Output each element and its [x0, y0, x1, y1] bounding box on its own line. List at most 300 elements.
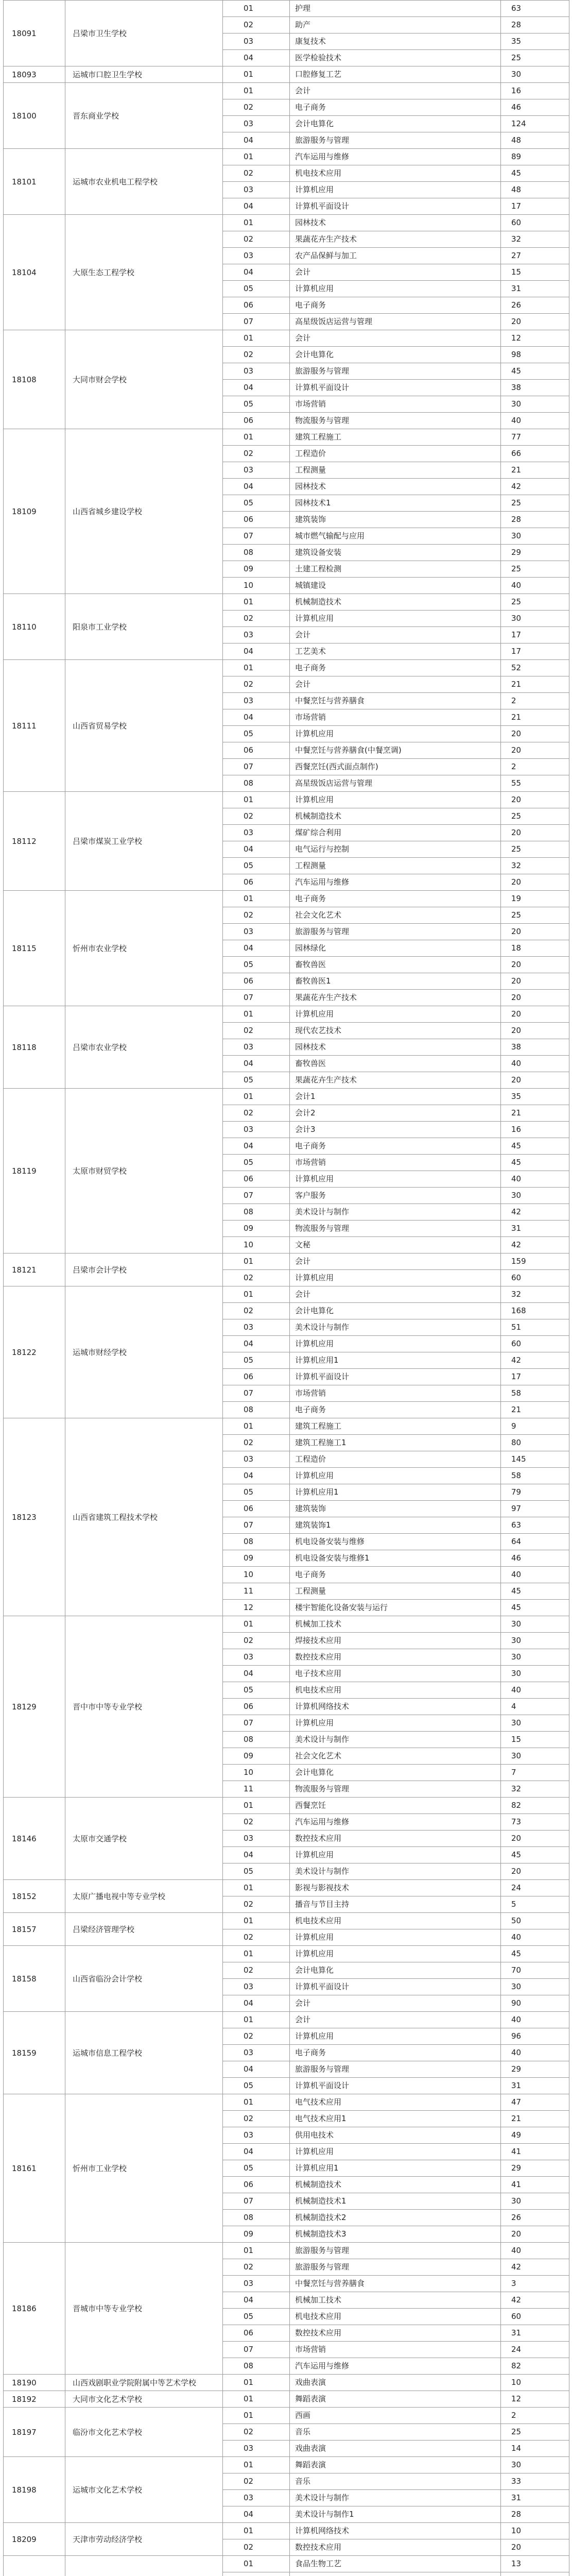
major-code-cell: 08 [223, 1204, 290, 1221]
major-name-cell: 计算机应用 [290, 2144, 501, 2160]
plan-count-cell: 31 [501, 281, 569, 297]
plan-count-cell: 15 [501, 1732, 569, 1748]
school-code-cell: 18118 [4, 1006, 65, 1089]
table-row [4, 1616, 569, 1633]
plan-count-cell: 21 [501, 676, 569, 693]
major-name-cell: 电子商务 [290, 297, 501, 314]
plan-count-cell: 14 [501, 2441, 569, 2457]
major-name-cell: 物流服务与管理 [290, 1781, 501, 1798]
school-code-cell: 18122 [4, 1286, 65, 1418]
plan-count-cell: 17 [501, 198, 569, 215]
major-name-cell: 西餐烹饪(西式面点制作) [290, 759, 501, 775]
table-row [4, 792, 569, 808]
plan-count-cell: 25 [501, 808, 569, 825]
major-name-cell: 西餐烹饪 [290, 1798, 501, 1814]
major-code-cell: 01 [223, 2408, 290, 2424]
school-code-cell: 18192 [4, 2391, 65, 2408]
major-code-cell: 04 [223, 198, 290, 215]
major-code-cell: 06 [223, 1501, 290, 1517]
school-name-cell: 晋城市中等专业学校 [65, 2243, 223, 2375]
plan-count-cell: 58 [501, 1385, 569, 1402]
school-name-cell: 吕梁市会计学校 [65, 1253, 223, 1286]
plan-count-cell: 49 [501, 2127, 569, 2144]
major-name-cell: 果蔬花卉生产技术 [290, 231, 501, 248]
major-name-cell: 电子商务 [290, 1567, 501, 1583]
table-row [4, 2556, 569, 2572]
school-name-cell: 山西省临汾会计学校 [65, 1946, 223, 2012]
major-code-cell: 02 [223, 808, 290, 825]
plan-count-cell: 28 [501, 2506, 569, 2523]
plan-count-cell: 20 [501, 314, 569, 330]
major-name-cell: 播音与节目主持 [290, 1896, 501, 1913]
major-name-cell: 会计 [290, 83, 501, 99]
major-code-cell: 01 [223, 1089, 290, 1105]
plan-count-cell: 41 [501, 2177, 569, 2193]
plan-count-cell: 25 [501, 2424, 569, 2441]
enrollment-plan-table [3, 0, 569, 2576]
plan-count-cell: 38 [501, 380, 569, 396]
table-row [4, 1089, 569, 1105]
plan-count-cell: 21 [501, 709, 569, 726]
school-code-cell: 18209 [4, 2523, 65, 2556]
plan-count-cell: 89 [501, 149, 569, 165]
major-name-cell: 计算机应用 [290, 1468, 501, 1484]
major-name-cell: 旅游服务与管理 [290, 132, 501, 149]
table-row [4, 660, 569, 676]
major-name-cell: 机电技术应用 [290, 165, 501, 182]
school-name-cell: 山西省城乡建设学校 [65, 429, 223, 594]
major-code-cell: 04 [223, 1336, 290, 1352]
major-code-cell: 01 [223, 215, 290, 231]
school-name-cell: 大同市财会学校 [65, 330, 223, 429]
school-name-cell: 太原广播电视中等专业学校 [65, 1880, 223, 1913]
plan-count-cell: 24 [501, 2342, 569, 2358]
plan-count-cell: 18 [501, 940, 569, 957]
major-code-cell: 04 [223, 1138, 290, 1155]
major-name-cell: 计算机应用 [290, 2028, 501, 2045]
plan-count-cell: 12 [501, 330, 569, 347]
major-code-cell: 02 [223, 1303, 290, 1319]
major-code-cell: 02 [223, 2028, 290, 2045]
major-name-cell: 计算机应用 [290, 611, 501, 627]
major-code-cell: 03 [223, 2490, 290, 2506]
school-code-cell [4, 2556, 65, 2576]
plan-count-cell: 5 [501, 1896, 569, 1913]
plan-count-cell [501, 2572, 569, 2576]
major-name-cell: 音乐 [290, 2473, 501, 2490]
major-code-cell: 10 [223, 1237, 290, 1253]
major-code-cell: 08 [223, 545, 290, 561]
major-name-cell: 机械加工技术 [290, 1616, 501, 1633]
major-name-cell: 机械制造技术 [290, 2177, 501, 2193]
plan-count-cell: 29 [501, 2160, 569, 2177]
major-name-cell: 社会文化艺术 [290, 907, 501, 924]
major-name-cell: 楼宇智能化设备安装与运行 [290, 1600, 501, 1616]
school-code-cell: 18111 [4, 660, 65, 792]
school-name-cell: 阳泉市工业学校 [65, 594, 223, 660]
major-code-cell: 06 [223, 874, 290, 891]
plan-count-cell: 21 [501, 2111, 569, 2127]
major-code-cell: 05 [223, 1072, 290, 1089]
major-name-cell: 中餐烹饪与营养膳食 [290, 693, 501, 709]
plan-count-cell: 20 [501, 973, 569, 990]
major-name-cell: 计算机应用 [290, 1171, 501, 1188]
table-row [4, 1, 569, 17]
major-name-cell: 土建工程检测 [290, 561, 501, 578]
major-name-cell: 园林绿化 [290, 940, 501, 957]
major-code-cell: 01 [223, 149, 290, 165]
major-name-cell: 康复技术 [290, 33, 501, 50]
major-name-cell: 计算机平面设计 [290, 198, 501, 215]
school-code-cell: 18100 [4, 83, 65, 149]
major-name-cell: 计算机应用 [290, 1006, 501, 1023]
major-code-cell: 02 [223, 446, 290, 462]
major-name-cell: 会计 [290, 264, 501, 281]
major-name-cell: 汽车运用与维修 [290, 874, 501, 891]
major-name-cell: 客户服务 [290, 1188, 501, 1204]
plan-count-cell: 124 [501, 116, 569, 132]
major-code-cell: 04 [223, 1056, 290, 1072]
school-code-cell: 18112 [4, 792, 65, 891]
major-code-cell: 04 [223, 1995, 290, 2012]
school-code-cell: 18104 [4, 215, 65, 330]
table-row [4, 2457, 569, 2473]
major-code-cell: 06 [223, 1369, 290, 1385]
major-code-cell: 03 [223, 2441, 290, 2457]
school-name-cell: 忻州市农业学校 [65, 891, 223, 1006]
major-code-cell: 03 [223, 2276, 290, 2292]
major-name-cell: 建筑装饰 [290, 512, 501, 528]
plan-count-cell: 45 [501, 363, 569, 380]
major-code-cell: 01 [223, 1, 290, 17]
major-name-cell: 机电技术应用 [290, 1913, 501, 1929]
major-code-cell: 08 [223, 775, 290, 792]
major-code-cell: 04 [223, 2292, 290, 2309]
plan-count-cell: 30 [501, 1715, 569, 1732]
plan-count-cell: 64 [501, 1534, 569, 1550]
major-code-cell: 07 [223, 2193, 290, 2210]
plan-count-cell: 25 [501, 594, 569, 611]
school-code-cell: 18198 [4, 2457, 65, 2523]
plan-count-cell: 40 [501, 2045, 569, 2061]
plan-count-cell: 16 [501, 83, 569, 99]
major-name-cell: 计算机应用 [290, 1715, 501, 1732]
plan-count-cell: 48 [501, 182, 569, 198]
plan-count-cell: 20 [501, 726, 569, 742]
major-name-cell: 会计 [290, 2012, 501, 2028]
plan-count-cell: 2 [501, 759, 569, 775]
major-code-cell: 05 [223, 957, 290, 973]
plan-count-cell: 12 [501, 2391, 569, 2408]
major-code-cell: 01 [223, 1616, 290, 1633]
major-code-cell: 10 [223, 1567, 290, 1583]
table-row [4, 66, 569, 83]
plan-count-cell: 60 [501, 1336, 569, 1352]
plan-count-cell: 20 [501, 792, 569, 808]
table-row [4, 2243, 569, 2259]
major-code-cell: 08 [223, 2358, 290, 2375]
major-name-cell: 市场营销 [290, 1155, 501, 1171]
major-code-cell: 01 [223, 1946, 290, 1962]
major-name-cell: 舞蹈表演 [290, 2457, 501, 2473]
major-code-cell: 01 [223, 1286, 290, 1303]
major-code-cell: 05 [223, 2078, 290, 2094]
major-code-cell: 01 [223, 2457, 290, 2473]
major-code-cell: 02 [223, 1023, 290, 1039]
plan-count-cell: 9 [501, 1418, 569, 1435]
school-code-cell: 18197 [4, 2408, 65, 2457]
plan-count-cell: 30 [501, 1188, 569, 1204]
plan-count-cell: 29 [501, 545, 569, 561]
major-code-cell: 02 [223, 1962, 290, 1979]
major-name-cell: 会计2 [290, 1105, 501, 1122]
major-code-cell: 05 [223, 1352, 290, 1369]
major-name-cell: 会计 [290, 1253, 501, 1270]
plan-count-cell: 4 [501, 1699, 569, 1715]
plan-count-cell: 21 [501, 1105, 569, 1122]
major-code-cell: 01 [223, 2243, 290, 2259]
plan-count-cell: 24 [501, 1880, 569, 1896]
major-code-cell: 03 [223, 1122, 290, 1138]
major-code-cell: 09 [223, 2226, 290, 2243]
major-name-cell: 计算机应用 [290, 281, 501, 297]
plan-count-cell: 30 [501, 1666, 569, 1682]
major-code-cell: 02 [223, 2473, 290, 2490]
major-code-cell: 04 [223, 643, 290, 660]
table-row [4, 1946, 569, 1962]
major-name-cell: 电子商务 [290, 1402, 501, 1418]
plan-count-cell: 82 [501, 1798, 569, 1814]
plan-count-cell: 42 [501, 2259, 569, 2276]
major-code-cell: 07 [223, 990, 290, 1006]
school-code-cell: 18091 [4, 1, 65, 66]
plan-count-cell: 25 [501, 561, 569, 578]
major-name-cell: 电子商务 [290, 99, 501, 116]
plan-count-cell: 45 [501, 165, 569, 182]
major-name-cell: 美术设计与制作 [290, 1863, 501, 1880]
school-name-cell: 吕梁市煤炭工业学校 [65, 792, 223, 891]
table-row [4, 1798, 569, 1814]
major-code-cell: 07 [223, 314, 290, 330]
major-name-cell: 机械制造技术 [290, 594, 501, 611]
major-name-cell: 工程测量 [290, 858, 501, 874]
plan-count-cell: 63 [501, 1517, 569, 1534]
major-name-cell [290, 2572, 501, 2576]
major-code-cell: 03 [223, 825, 290, 841]
major-code-cell: 07 [223, 528, 290, 545]
table-row [4, 1253, 569, 1270]
major-name-cell: 电子商务 [290, 660, 501, 676]
plan-count-cell: 42 [501, 1237, 569, 1253]
major-code-cell: 05 [223, 2160, 290, 2177]
major-name-cell: 舞蹈表演 [290, 2391, 501, 2408]
major-code-cell: 04 [223, 264, 290, 281]
plan-count-cell: 40 [501, 2012, 569, 2028]
major-name-cell: 畜牧兽医1 [290, 973, 501, 990]
major-name-cell: 会计1 [290, 1089, 501, 1105]
major-name-cell: 城镇建设 [290, 578, 501, 594]
major-name-cell: 数控技术应用 [290, 2539, 501, 2556]
major-code-cell: 01 [223, 2375, 290, 2391]
major-name-cell: 电子商务 [290, 2045, 501, 2061]
major-name-cell: 助产 [290, 17, 501, 33]
major-name-cell: 食品生物工艺 [290, 2556, 501, 2572]
major-name-cell: 护理 [290, 1, 501, 17]
major-name-cell: 物流服务与管理 [290, 413, 501, 429]
plan-count-cell: 30 [501, 66, 569, 83]
table-row [4, 1913, 569, 1929]
major-code-cell: 09 [223, 1748, 290, 1765]
school-name-cell: 运城市文化艺术学校 [65, 2457, 223, 2523]
major-code-cell: 04 [223, 2144, 290, 2160]
major-code-cell: 08 [223, 1534, 290, 1550]
plan-count-cell: 32 [501, 1286, 569, 1303]
plan-count-cell: 20 [501, 2539, 569, 2556]
major-code-cell: 02 [223, 2259, 290, 2276]
major-name-cell: 美术设计与制作 [290, 1319, 501, 1336]
major-name-cell: 中餐烹饪与营养膳食(中餐烹调) [290, 742, 501, 759]
major-name-cell: 会计 [290, 676, 501, 693]
major-code-cell: 06 [223, 2325, 290, 2342]
major-code-cell: 11 [223, 1583, 290, 1600]
major-name-cell: 建筑设备安装 [290, 545, 501, 561]
plan-count-cell: 31 [501, 1221, 569, 1237]
major-name-cell: 机械制造技术 [290, 808, 501, 825]
major-name-cell: 西画 [290, 2408, 501, 2424]
major-name-cell: 汽车运用与维修 [290, 2358, 501, 2375]
major-name-cell: 建筑装饰 [290, 1501, 501, 1517]
plan-count-cell: 25 [501, 495, 569, 512]
major-code-cell: 03 [223, 1979, 290, 1995]
plan-count-cell: 40 [501, 1567, 569, 1583]
major-code-cell: 06 [223, 973, 290, 990]
table-row [4, 2391, 569, 2408]
major-name-cell: 会计 [290, 1286, 501, 1303]
plan-count-cell: 66 [501, 446, 569, 462]
plan-count-cell: 45 [501, 1847, 569, 1863]
major-name-cell: 工程造价 [290, 446, 501, 462]
major-name-cell: 机械制造技术3 [290, 2226, 501, 2243]
major-name-cell: 果蔬花卉生产技术 [290, 1072, 501, 1089]
plan-count-cell: 90 [501, 1995, 569, 2012]
major-code-cell: 03 [223, 693, 290, 709]
plan-count-cell: 20 [501, 1072, 569, 1089]
plan-count-cell: 79 [501, 1484, 569, 1501]
plan-count-cell: 80 [501, 1435, 569, 1451]
major-name-cell: 机电设备安装与维修 [290, 1534, 501, 1550]
major-code-cell: 04 [223, 1666, 290, 1682]
major-name-cell: 戏曲表演 [290, 2441, 501, 2457]
school-code-cell: 18109 [4, 429, 65, 594]
major-name-cell: 数控技术应用 [290, 1831, 501, 1847]
plan-count-cell: 30 [501, 1979, 569, 1995]
major-code-cell: 03 [223, 627, 290, 643]
school-name-cell: 大原生态工程学校 [65, 215, 223, 330]
major-name-cell: 工程测量 [290, 462, 501, 479]
major-code-cell: 02 [223, 1929, 290, 1946]
major-name-cell: 计算机应用1 [290, 1352, 501, 1369]
major-name-cell: 供用电技术 [290, 2127, 501, 2144]
major-code-cell: 03 [223, 462, 290, 479]
school-name-cell: 山西省贸易学校 [65, 660, 223, 792]
plan-count-cell: 26 [501, 297, 569, 314]
major-name-cell: 果蔬花卉生产技术 [290, 990, 501, 1006]
major-name-cell: 机械制造技术2 [290, 2210, 501, 2226]
major-name-cell: 计算机应用1 [290, 2160, 501, 2177]
major-name-cell: 数控技术应用 [290, 1649, 501, 1666]
major-code-cell: 03 [223, 1039, 290, 1056]
plan-count-cell: 82 [501, 2358, 569, 2375]
table-row [4, 330, 569, 347]
major-code-cell: 03 [223, 1649, 290, 1666]
major-code-cell: 05 [223, 1155, 290, 1171]
plan-count-cell: 21 [501, 462, 569, 479]
school-code-cell: 18159 [4, 2012, 65, 2094]
plan-count-cell: 19 [501, 891, 569, 907]
major-name-cell: 美术设计与制作 [290, 2490, 501, 2506]
school-name-cell: 忻州市工业学校 [65, 2094, 223, 2243]
major-name-cell: 建筑工程施工 [290, 1418, 501, 1435]
plan-count-cell: 46 [501, 1550, 569, 1567]
school-code-cell: 18121 [4, 1253, 65, 1286]
major-name-cell: 物流服务与管理 [290, 1221, 501, 1237]
plan-count-cell: 47 [501, 2094, 569, 2111]
plan-count-cell: 45 [501, 1583, 569, 1600]
school-name-cell: 吕梁经济管理学校 [65, 1913, 223, 1946]
school-code-cell: 18129 [4, 1616, 65, 1798]
major-name-cell: 旅游服务与管理 [290, 363, 501, 380]
major-code-cell: 03 [223, 116, 290, 132]
major-code-cell: 01 [223, 891, 290, 907]
major-code-cell: 04 [223, 2061, 290, 2078]
school-name-cell: 晋中市中等专业学校 [65, 1616, 223, 1798]
major-code-cell: 02 [223, 99, 290, 116]
major-code-cell: 07 [223, 2342, 290, 2358]
major-name-cell: 美术设计与制作 [290, 1732, 501, 1748]
major-name-cell: 电子商务 [290, 1138, 501, 1155]
major-name-cell: 计算机应用 [290, 1929, 501, 1946]
school-code-cell: 18190 [4, 2375, 65, 2391]
table-row [4, 1006, 569, 1023]
major-code-cell: 09 [223, 1550, 290, 1567]
school-name-cell: 运城市口腔卫生学校 [65, 66, 223, 83]
plan-count-cell: 20 [501, 957, 569, 973]
plan-count-cell: 25 [501, 50, 569, 66]
major-code-cell: 02 [223, 907, 290, 924]
plan-count-cell: 45 [501, 1155, 569, 1171]
plan-count-cell: 98 [501, 347, 569, 363]
plan-count-cell: 77 [501, 429, 569, 446]
plan-count-cell: 35 [501, 33, 569, 50]
major-code-cell: 05 [223, 495, 290, 512]
major-code-cell: 01 [223, 2391, 290, 2408]
major-name-cell: 汽车运用与维修 [290, 1814, 501, 1831]
table-row [4, 1418, 569, 1435]
major-code-cell: 02 [223, 1105, 290, 1122]
plan-count-cell: 29 [501, 2061, 569, 2078]
school-name-cell: 吕梁市农业学校 [65, 1006, 223, 1089]
major-code-cell: 01 [223, 660, 290, 676]
major-code-cell: 01 [223, 1798, 290, 1814]
plan-count-cell: 40 [501, 2243, 569, 2259]
plan-count-cell: 46 [501, 99, 569, 116]
plan-count-cell: 25 [501, 841, 569, 858]
major-code-cell: 08 [223, 2210, 290, 2226]
major-code-cell: 10 [223, 578, 290, 594]
major-code-cell: 03 [223, 248, 290, 264]
major-code-cell: 05 [223, 396, 290, 413]
plan-count-cell: 17 [501, 1369, 569, 1385]
